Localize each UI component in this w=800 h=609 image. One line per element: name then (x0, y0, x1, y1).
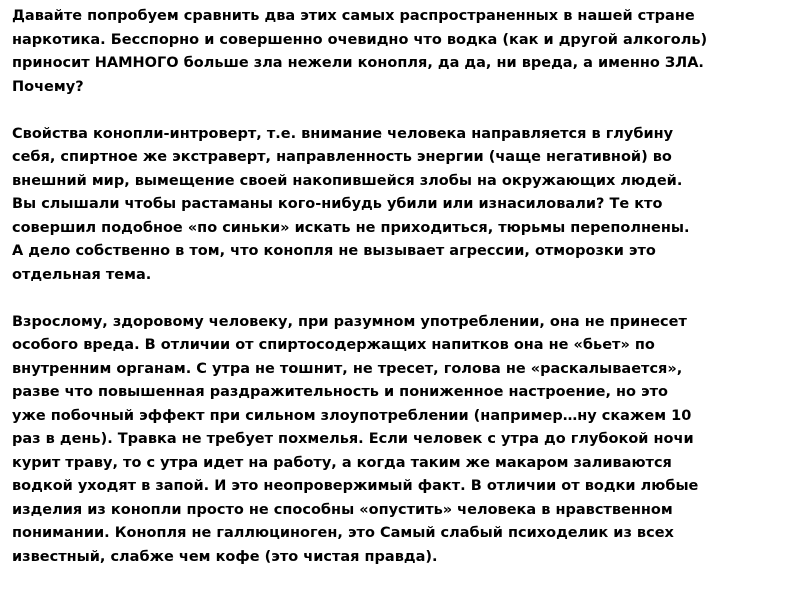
text-line: курит траву, то с утра идет на работу, а когда таким же макаром заливаются (12, 454, 672, 471)
text-line: внешний мир, вымещение своей накопившейся злобы на окружающих людей. (12, 172, 683, 189)
text-line: разве что повышенная раздражительность и пониженное настроение, но это (12, 384, 669, 400)
text-line: приносит НАМНОГО больше зла нежели конопля, да да, ни вреда, а именно ЗЛА. (12, 55, 704, 71)
text-line: внутренним органам. С утра не тошнит, не тресет, голова не «раскалывается», (12, 360, 683, 377)
text-line: наркотика. Бесспорно и совершенно очевидно что водка (как и другой алкоголь) (12, 31, 708, 48)
text-line: себя, спиртное же экстраверт, направленность энергии (чаще негативной) во (12, 149, 672, 165)
text-line: Свойства конопли-интроверт, т.е. внимание человека направляется в глубину (12, 125, 674, 142)
text-line: отдельная тема. (12, 266, 152, 283)
text-line: уже побочный эффект при сильном злоупотреблении (например…ну скажем 10 (12, 407, 692, 424)
text-line: раз в день). Травка не требует похмелья. Если человек с утра до глубокой ночи (12, 431, 694, 447)
text-line: Взрослому, здоровому человеку, при разумном употреблении, она не принесет (12, 313, 687, 330)
text-line: особого вреда. В отличии от спиртосодержащих напитков она не «бьет» по (12, 337, 655, 353)
paragraph-2 (12, 123, 788, 288)
text-line: известный, слабже чем кофе (это чистая правда). (12, 548, 438, 565)
text-line: Давайте попробуем сравнить два этих самых распространенных в нашей стране (12, 8, 695, 24)
text-line: изделия из конопли просто не способны «опустить» человека в нравственном (12, 501, 673, 518)
text-line: Почему? (12, 78, 84, 95)
paragraph-1 (12, 5, 788, 99)
text-line: водкой уходят в запой. И это неопровержимый факт. В отличии от водки любые (12, 478, 699, 494)
text-line: А дело собственно в том, что конопля не вызывает агрессии, отморозки это (12, 243, 656, 259)
text-line: совершил подобное «по синьки» искать не приходиться, тюрьмы переполнены. (12, 219, 690, 236)
text-line: понимании. Конопля не галлюциноген, это Самый слабый психоделик из всех (12, 525, 674, 541)
paragraph-3 (12, 311, 788, 570)
text-line: Вы слышали чтобы растаманы кого-нибудь убили или изнасиловали? Те кто (12, 196, 663, 212)
